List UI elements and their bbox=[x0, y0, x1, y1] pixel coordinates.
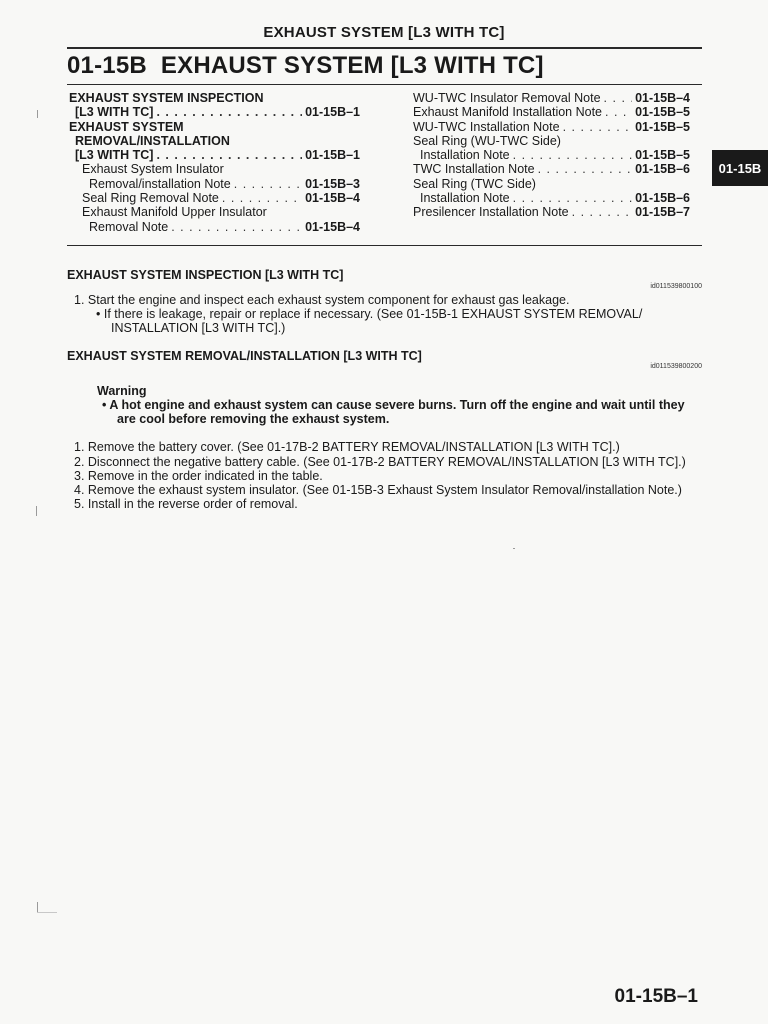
section-thumb-tab[interactable]: 01-15B bbox=[712, 150, 768, 186]
scan-speck bbox=[37, 110, 38, 118]
page-number: 01-15B–1 bbox=[614, 986, 698, 1007]
toc-entry[interactable]: EXHAUST SYSTEM bbox=[69, 119, 184, 134]
inspection-bullet-line2: INSTALLATION [L3 WITH TC].) bbox=[111, 321, 286, 335]
toc-entry[interactable]: Seal Ring (TWC Side) bbox=[413, 176, 536, 191]
toc-entry[interactable]: WU-TWC Insulator Removal Note . . . 01-15B–4 bbox=[413, 91, 690, 105]
removal-step: 2. Disconnect the negative battery cable. (See 01-17B-2 BATTERY REMOVAL/INSTALLATION [L3 WITH TC].) bbox=[74, 455, 686, 469]
toc-entry[interactable]: [L3 WITH TC] . . . 01-15B–1 bbox=[69, 148, 360, 162]
scan-speck bbox=[513, 548, 515, 549]
toc-entry[interactable]: Presilencer Installation Note . . . 01-15B–7 bbox=[413, 205, 690, 219]
toc-entry[interactable]: Removal/installation Note . . . 01-15B–3 bbox=[69, 177, 360, 191]
scan-speck bbox=[37, 912, 57, 913]
toc-entry[interactable]: Installation Note . . . 01-15B–5 bbox=[413, 148, 690, 162]
removal-step: 5. Install in the reverse order of removal. bbox=[74, 497, 298, 511]
removal-step: 3. Remove in the order indicated in the table. bbox=[74, 469, 323, 483]
page-title bbox=[67, 52, 544, 80]
inspection-heading: EXHAUST SYSTEM INSPECTION [L3 WITH TC] bbox=[67, 268, 344, 282]
toc-entry[interactable]: TWC Installation Note . . . 01-15B–6 bbox=[413, 162, 690, 176]
inspection-bullet-line1: If there is leakage, repair or replace if necessary. (See 01-15B-1 EXHAUST SYSTEM REMOVAL/ bbox=[103, 307, 643, 321]
toc-entry[interactable]: Seal Ring (WU-TWC Side) bbox=[413, 133, 561, 148]
inspection-bullet bbox=[96, 307, 642, 321]
toc-entry[interactable]: [L3 WITH TC] . . . 01-15B–1 bbox=[69, 105, 360, 119]
warning-label: Warning bbox=[97, 384, 147, 398]
inspection-step: 1. Start the engine and inspect each exhaust system component for exhaust gas leakage. bbox=[74, 293, 570, 307]
removal-step: 4. Remove the exhaust system insulator. (See 01-15B-3 Exhaust System Insulator Removal/installation Note.) bbox=[74, 483, 682, 497]
toc-bottom-rule bbox=[67, 245, 702, 246]
toc-entry[interactable]: REMOVAL/INSTALLATION bbox=[75, 133, 230, 148]
header-rule bbox=[67, 47, 702, 49]
removal-doc-id: id011539800200 bbox=[650, 363, 702, 370]
warning-line2: are cool before removing the exhaust system. bbox=[117, 412, 390, 426]
toc-entry[interactable]: EXHAUST SYSTEM INSPECTION bbox=[69, 91, 264, 105]
toc-entry[interactable]: Exhaust System Insulator bbox=[82, 162, 224, 177]
toc-entry[interactable]: Seal Ring Removal Note . . . 01-15B–4 bbox=[69, 191, 360, 205]
scan-speck bbox=[36, 506, 37, 516]
toc-right-column bbox=[413, 91, 690, 220]
warning-bullet bbox=[102, 398, 685, 412]
removal-heading: EXHAUST SYSTEM REMOVAL/INSTALLATION [L3 WITH TC] bbox=[67, 349, 422, 363]
toc-left-column bbox=[69, 91, 360, 234]
toc-entry[interactable]: Installation Note . . . 01-15B–6 bbox=[413, 191, 690, 205]
section-title: EXHAUST SYSTEM [L3 WITH TC] bbox=[160, 52, 544, 79]
running-header: EXHAUST SYSTEM [L3 WITH TC] bbox=[263, 24, 505, 41]
scan-speck bbox=[37, 902, 38, 912]
bullet-icon: • bbox=[102, 398, 107, 412]
inspection-doc-id: id011539800100 bbox=[650, 283, 702, 290]
bullet-icon: • bbox=[96, 307, 101, 321]
section-number: 01-15B bbox=[67, 52, 147, 79]
warning-line1: A hot engine and exhaust system can cause severe burns. Turn off the engine and wait until they bbox=[109, 398, 685, 412]
title-rule bbox=[67, 84, 702, 85]
toc-entry[interactable]: Exhaust Manifold Upper Insulator bbox=[82, 205, 267, 220]
toc-entry[interactable]: Exhaust Manifold Installation Note . . . 01-15B–5 bbox=[413, 105, 690, 119]
toc-entry[interactable]: Removal Note . . . 01-15B–4 bbox=[69, 220, 360, 234]
toc-entry[interactable]: WU-TWC Installation Note . . . 01-15B–5 bbox=[413, 120, 690, 134]
removal-step: 1. Remove the battery cover. (See 01-17B-2 BATTERY REMOVAL/INSTALLATION [L3 WITH TC].) bbox=[74, 440, 620, 454]
